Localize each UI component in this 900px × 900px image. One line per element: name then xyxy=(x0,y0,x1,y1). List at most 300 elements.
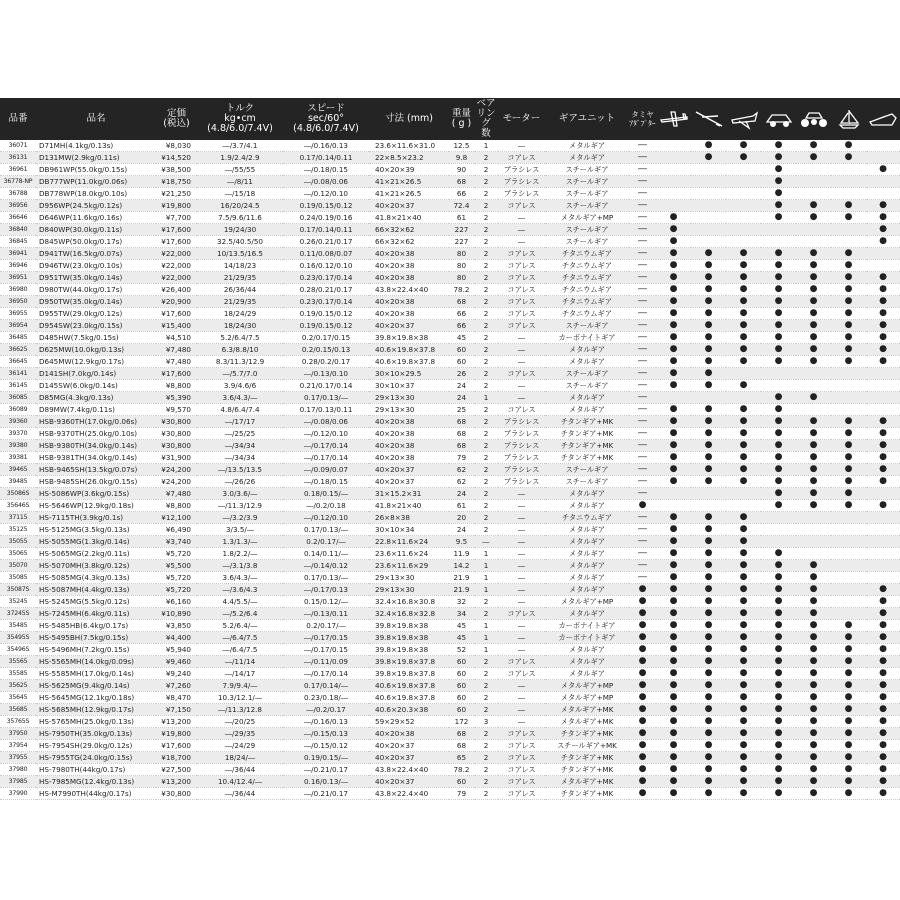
dims-cell: 40×20×38 xyxy=(369,440,449,452)
speed-cell: 0.17/0.14/0.11 xyxy=(283,224,369,236)
buggy-compat-cell: ● xyxy=(796,440,831,452)
sailboat-compat-cell xyxy=(831,584,866,596)
bearing-cell: 1 xyxy=(474,548,498,560)
table-row xyxy=(0,368,900,380)
name-cell: D951TW(35.0kg/0.14s) xyxy=(36,272,156,284)
buggy-compat-cell: ● xyxy=(796,572,831,584)
glider-compat-cell: ● xyxy=(691,296,726,308)
rc-car-compat-cell: ● xyxy=(761,452,796,464)
powerboat-compat-cell: ● xyxy=(866,500,900,512)
rc-car-compat-cell xyxy=(761,368,796,380)
sailboat-compat-cell: ● xyxy=(831,788,866,800)
buggy-compat-cell xyxy=(796,188,831,200)
powerboat-compat-cell xyxy=(866,260,900,272)
gear-cell: メタルギア xyxy=(545,152,629,164)
table-row xyxy=(0,224,900,236)
price-cell: ¥7,150 xyxy=(156,704,197,716)
motor-cell: コアレス xyxy=(498,656,545,668)
torque-cell: ―/24/29 xyxy=(197,740,283,752)
tamiya-adapter-cell: ● xyxy=(629,680,656,692)
rc-car-compat-cell xyxy=(761,380,796,392)
buggy-compat-cell: ● xyxy=(796,596,831,608)
airplane-compat-cell: ● xyxy=(656,320,691,332)
name-cell: D956WP(24.5kg/0.12s) xyxy=(36,200,156,212)
name-cell: D131MW(2.9kg/0.11s) xyxy=(36,152,156,164)
code-cell: 36951 xyxy=(0,272,36,284)
weight-cell: 62 xyxy=(449,476,474,488)
rc-car-compat-cell: ● xyxy=(761,272,796,284)
name-cell: D954SW(23.0kg/0.15s) xyxy=(36,320,156,332)
powerboat-compat-cell: ● xyxy=(866,320,900,332)
dims-cell: 40×20×37 xyxy=(369,752,449,764)
sailboat-compat-cell: ● xyxy=(831,644,866,656)
table-row xyxy=(0,512,900,524)
price-cell: ¥5,940 xyxy=(156,644,197,656)
rc-car-compat-cell: ● xyxy=(761,356,796,368)
glider-compat-cell: ● xyxy=(691,776,726,788)
torque-cell: ―/5.7/7.0 xyxy=(197,368,283,380)
tamiya-adapter-cell: ● xyxy=(629,668,656,680)
airplane-compat-cell: ● xyxy=(656,260,691,272)
torque-cell: ―/6.4/7.5 xyxy=(197,632,283,644)
code-cell: 36646 xyxy=(0,212,36,224)
torque-cell: 3/3.5/― xyxy=(197,524,283,536)
motor-cell: コアレス xyxy=(498,728,545,740)
tamiya-adapter-cell: ― xyxy=(629,272,656,284)
speed-cell: ―/0.21/0.17 xyxy=(283,788,369,800)
buggy-compat-cell: ● xyxy=(796,476,831,488)
tamiya-adapter-cell: ― xyxy=(629,536,656,548)
rc-car-compat-cell: ● xyxy=(761,164,796,176)
buggy-compat-cell: ● xyxy=(796,788,831,800)
weight-cell: 45 xyxy=(449,620,474,632)
weight-cell: 80 xyxy=(449,248,474,260)
gear-cell: チタンギア+MK xyxy=(545,764,629,776)
glider-compat-cell xyxy=(691,188,726,200)
powerboat-compat-cell xyxy=(866,536,900,548)
name-cell: HS-5495BH(7.5kg/0.15s) xyxy=(36,632,156,644)
sailboat-compat-cell: ● xyxy=(831,716,866,728)
airplane-compat-cell: ● xyxy=(656,380,691,392)
buggy-compat-cell: ● xyxy=(796,776,831,788)
table-row xyxy=(0,464,900,476)
gear-cell: メタルギア+MK xyxy=(545,716,629,728)
glider-compat-cell: ● xyxy=(691,644,726,656)
price-cell: ¥5,390 xyxy=(156,392,197,404)
code-cell: 36625 xyxy=(0,344,36,356)
table-row xyxy=(0,188,900,200)
code-cell: 39380 xyxy=(0,440,36,452)
price-cell: ¥17,600 xyxy=(156,740,197,752)
motor-cell: ブラシレス xyxy=(498,164,545,176)
buggy-compat-cell xyxy=(796,524,831,536)
powerboat-compat-cell: ● xyxy=(866,428,900,440)
motor-cell: ― xyxy=(498,488,545,500)
weight-cell: 79 xyxy=(449,452,474,464)
bearing-cell: 2 xyxy=(474,440,498,452)
price-cell: ¥7,480 xyxy=(156,488,197,500)
sailboat-compat-cell: ● xyxy=(831,776,866,788)
header-bearing: ベア リング 数 xyxy=(474,98,498,140)
code-cell: 35495S xyxy=(0,632,36,644)
header-torque: トルク kg•cm (4.8/6.0/7.4V) xyxy=(197,98,283,140)
dims-cell: 40.6×19.8×37.8 xyxy=(369,344,449,356)
gear-cell: メタルギア+MP xyxy=(545,212,629,224)
bearing-cell: 1 xyxy=(474,560,498,572)
powerboat-compat-cell: ● xyxy=(866,740,900,752)
bearing-cell: 2 xyxy=(474,524,498,536)
powerboat-compat-cell: ● xyxy=(866,788,900,800)
code-cell: 37985 xyxy=(0,776,36,788)
motor-cell: ― xyxy=(498,140,545,152)
airplane-compat-cell: ● xyxy=(656,476,691,488)
rc-car-compat-cell: ● xyxy=(761,416,796,428)
bearing-cell: 2 xyxy=(474,740,498,752)
rc-car-compat-cell: ● xyxy=(761,764,796,776)
table-row xyxy=(0,632,900,644)
jet-compat-cell xyxy=(726,500,761,512)
dims-cell: 23.6×11.6×29 xyxy=(369,560,449,572)
torque-cell: 10.3/12.1/― xyxy=(197,692,283,704)
price-cell: ¥30,800 xyxy=(156,440,197,452)
buggy-compat-cell: ● xyxy=(796,620,831,632)
motor-cell: ― xyxy=(498,584,545,596)
rc-car-compat-cell: ● xyxy=(761,572,796,584)
buggy-compat-cell: ● xyxy=(796,656,831,668)
torque-cell: 18/24/― xyxy=(197,752,283,764)
torque-cell: 4.8/6.4/7.4 xyxy=(197,404,283,416)
torque-cell: 1.8/2.2/― xyxy=(197,548,283,560)
speed-cell: 0.2/0.15/0.13 xyxy=(283,344,369,356)
glider-compat-cell: ● xyxy=(691,680,726,692)
dims-cell: 59×29×52 xyxy=(369,716,449,728)
powerboat-compat-cell: ● xyxy=(866,440,900,452)
weight-cell: 66 xyxy=(449,308,474,320)
motor-cell: ― xyxy=(498,692,545,704)
buggy-compat-cell xyxy=(796,224,831,236)
torque-cell: ―/55/55 xyxy=(197,164,283,176)
speed-cell: 0.17/0.13/0.11 xyxy=(283,404,369,416)
bearing-cell: 2 xyxy=(474,692,498,704)
table-row xyxy=(0,140,900,152)
jet-compat-cell xyxy=(726,212,761,224)
rc-car-compat-cell: ● xyxy=(761,212,796,224)
jet-compat-cell: ● xyxy=(726,248,761,260)
airplane-compat-cell: ● xyxy=(656,680,691,692)
tamiya-adapter-cell: ● xyxy=(629,644,656,656)
jet-compat-cell: ● xyxy=(726,428,761,440)
speed-cell: ―/0.08/0.06 xyxy=(283,416,369,428)
weight-cell: 24 xyxy=(449,380,474,392)
glider-compat-cell: ● xyxy=(691,380,726,392)
motor-cell: コアレス xyxy=(498,284,545,296)
code-cell: 39485 xyxy=(0,476,36,488)
weight-cell: 68 xyxy=(449,176,474,188)
torque-cell: 19/24/30 xyxy=(197,224,283,236)
weight-cell: 227 xyxy=(449,224,474,236)
tamiya-adapter-cell: ― xyxy=(629,188,656,200)
sailboat-compat-cell: ● xyxy=(831,740,866,752)
weight-cell: 25 xyxy=(449,404,474,416)
torque-cell: ―/36/44 xyxy=(197,788,283,800)
torque-cell: 18/24/30 xyxy=(197,320,283,332)
bearing-cell: 2 xyxy=(474,452,498,464)
airplane-compat-cell: ● xyxy=(656,296,691,308)
table-row xyxy=(0,548,900,560)
code-cell: 35685 xyxy=(0,704,36,716)
buggy-compat-cell: ● xyxy=(796,728,831,740)
gear-cell: チタニウムギア xyxy=(545,272,629,284)
glider-compat-cell: ● xyxy=(691,548,726,560)
airplane-compat-cell: ● xyxy=(656,272,691,284)
name-cell: HSB-9465SH(13.5kg/0.07s) xyxy=(36,464,156,476)
dims-cell: 29×13×30 xyxy=(369,572,449,584)
table-row xyxy=(0,668,900,680)
airplane-compat-cell: ● xyxy=(656,560,691,572)
tamiya-adapter-cell: ● xyxy=(629,596,656,608)
buggy-compat-cell: ● xyxy=(796,464,831,476)
jet-compat-cell: ● xyxy=(726,524,761,536)
airplane-compat-cell: ● xyxy=(656,284,691,296)
airplane-compat-cell: ● xyxy=(656,608,691,620)
sailboat-compat-cell: ● xyxy=(831,272,866,284)
tamiya-adapter-cell: ― xyxy=(629,200,656,212)
airplane-compat-cell: ● xyxy=(656,572,691,584)
jet-compat-cell: ● xyxy=(726,608,761,620)
sailboat-compat-cell: ● xyxy=(831,440,866,452)
airplane-compat-cell: ● xyxy=(656,236,691,248)
powerboat-compat-cell xyxy=(866,404,900,416)
buggy-compat-cell: ● xyxy=(796,200,831,212)
airplane-compat-cell: ● xyxy=(656,308,691,320)
airplane-compat-cell: ● xyxy=(656,368,691,380)
sailboat-compat-cell xyxy=(831,368,866,380)
code-cell: 35496S xyxy=(0,644,36,656)
torque-cell: ―/11.3/12.8 xyxy=(197,704,283,716)
motor-cell: ― xyxy=(498,524,545,536)
name-cell: D145SW(6.0kg/0.14s) xyxy=(36,380,156,392)
price-cell: ¥7,260 xyxy=(156,680,197,692)
tamiya-adapter-cell: ― xyxy=(629,476,656,488)
jet-compat-cell: ● xyxy=(726,380,761,392)
sailboat-compat-cell xyxy=(831,176,866,188)
price-cell: ¥26,400 xyxy=(156,284,197,296)
name-cell: HS-7955TG(24.0kg/0.15s) xyxy=(36,752,156,764)
weight-cell: 45 xyxy=(449,632,474,644)
weight-cell: 68 xyxy=(449,440,474,452)
torque-cell: ―/26/26 xyxy=(197,476,283,488)
dims-cell: 39.8×19.8×37.8 xyxy=(369,668,449,680)
speed-cell: ―/0.11/0.09 xyxy=(283,656,369,668)
jet-compat-cell: ● xyxy=(726,788,761,800)
sailboat-compat-cell: ● xyxy=(831,320,866,332)
code-cell: 35087S xyxy=(0,584,36,596)
tamiya-adapter-cell: ● xyxy=(629,788,656,800)
rc-car-compat-cell: ● xyxy=(761,620,796,632)
dims-cell: 26×8×38 xyxy=(369,512,449,524)
speed-cell: 0.19/0.15/― xyxy=(283,752,369,764)
gear-cell: スチールギア xyxy=(545,200,629,212)
gear-cell: チタンギア+MK xyxy=(545,416,629,428)
powerboat-compat-cell: ● xyxy=(866,464,900,476)
code-cell: 36085 xyxy=(0,392,36,404)
price-cell: ¥17,600 xyxy=(156,236,197,248)
code-cell: 37245S xyxy=(0,608,36,620)
weight-cell: 45 xyxy=(449,332,474,344)
powerboat-compat-cell: ● xyxy=(866,632,900,644)
powerboat-compat-cell: ● xyxy=(866,644,900,656)
airplane-compat-cell: ● xyxy=(656,512,691,524)
servo-spec-table xyxy=(0,98,900,800)
powerboat-compat-cell: ● xyxy=(866,752,900,764)
table-row xyxy=(0,584,900,596)
gear-cell: スチールギア xyxy=(545,464,629,476)
bearing-cell: 2 xyxy=(474,596,498,608)
bearing-cell: 2 xyxy=(474,680,498,692)
name-cell: HS-5646WP(12.9kg/0.18s) xyxy=(36,500,156,512)
glider-compat-cell: ● xyxy=(691,596,726,608)
motor-cell: コアレス xyxy=(498,740,545,752)
weight-cell: 11.9 xyxy=(449,548,474,560)
speed-cell: 0.21/0.17/0.14 xyxy=(283,380,369,392)
bearing-cell: 2 xyxy=(474,704,498,716)
dims-cell: 66×32×62 xyxy=(369,236,449,248)
gear-cell: チタンギア+MK xyxy=(545,452,629,464)
price-cell: ¥12,100 xyxy=(156,512,197,524)
bearing-cell: 1 xyxy=(474,620,498,632)
airplane-compat-cell: ● xyxy=(656,416,691,428)
speed-cell: 0.23/0.17/0.14 xyxy=(283,272,369,284)
airplane-compat-cell xyxy=(656,152,691,164)
glider-compat-cell: ● xyxy=(691,536,726,548)
motor-cell: コアレス xyxy=(498,200,545,212)
sailboat-compat-cell xyxy=(831,164,866,176)
header-code: 品番 xyxy=(0,98,36,140)
jet-compat-cell: ● xyxy=(726,704,761,716)
name-cell: D485HW(7.5kg/0.15s) xyxy=(36,332,156,344)
airplane-compat-cell: ● xyxy=(656,596,691,608)
bearing-cell: 2 xyxy=(474,428,498,440)
name-cell: D89MW(7.4kg/0.11s) xyxy=(36,404,156,416)
code-cell: 36950 xyxy=(0,296,36,308)
code-cell: 35765S xyxy=(0,716,36,728)
jet-compat-cell: ● xyxy=(726,320,761,332)
weight-cell: 21.9 xyxy=(449,584,474,596)
powerboat-compat-cell xyxy=(866,188,900,200)
rc-car-icon xyxy=(761,98,796,140)
tamiya-adapter-cell: ● xyxy=(629,728,656,740)
dims-cell: 40×20×37 xyxy=(369,320,449,332)
glider-compat-cell: ● xyxy=(691,476,726,488)
bearing-cell: 2 xyxy=(474,332,498,344)
speed-cell: ―/0.2/0.18 xyxy=(283,500,369,512)
gear-cell: チタニウムギア xyxy=(545,512,629,524)
jet-compat-cell: ● xyxy=(726,512,761,524)
rc-car-compat-cell: ● xyxy=(761,308,796,320)
gear-cell: チタニウムギア xyxy=(545,308,629,320)
gear-cell: スチールギア xyxy=(545,224,629,236)
bearing-cell: 2 xyxy=(474,308,498,320)
motor-cell: コアレス xyxy=(498,788,545,800)
weight-cell: 66 xyxy=(449,188,474,200)
bearing-cell: 1 xyxy=(474,632,498,644)
motor-cell: ― xyxy=(498,560,545,572)
speed-cell: 0.19/0.15/0.12 xyxy=(283,320,369,332)
code-cell: 39465 xyxy=(0,464,36,476)
motor-cell: コアレス xyxy=(498,764,545,776)
torque-cell: ―/3.1/3.8 xyxy=(197,560,283,572)
weight-cell: 78.2 xyxy=(449,764,474,776)
sailboat-compat-cell: ● xyxy=(831,704,866,716)
table-row xyxy=(0,608,900,620)
jet-compat-cell: ● xyxy=(726,692,761,704)
gear-cell: チタンギア+MK xyxy=(545,440,629,452)
rc-car-compat-cell xyxy=(761,524,796,536)
buggy-compat-cell: ● xyxy=(796,416,831,428)
gear-cell: メタルギア xyxy=(545,656,629,668)
price-cell: ¥6,490 xyxy=(156,524,197,536)
speed-cell: 0.2/0.17/― xyxy=(283,620,369,632)
dims-cell: 40.6×20.3×38 xyxy=(369,704,449,716)
name-cell: DB777WP(11.0kg/0.06s) xyxy=(36,176,156,188)
gear-cell: チタンギア+MK xyxy=(545,788,629,800)
airplane-compat-cell: ● xyxy=(656,704,691,716)
speed-cell: ―/0.17/0.13 xyxy=(283,584,369,596)
torque-cell: 5.2/6.4/7.5 xyxy=(197,332,283,344)
name-cell: HS-5085MG(4.3kg/0.13s) xyxy=(36,572,156,584)
sailboat-compat-cell xyxy=(831,224,866,236)
dims-cell: 41.8×21×40 xyxy=(369,212,449,224)
gear-cell: チタニウムギア xyxy=(545,260,629,272)
speed-cell: 0.16/0.12/0.10 xyxy=(283,260,369,272)
glider-compat-cell: ● xyxy=(691,656,726,668)
weight-cell: 80 xyxy=(449,272,474,284)
tamiya-adapter-cell: ● xyxy=(629,500,656,512)
price-cell: ¥13,200 xyxy=(156,776,197,788)
table-row xyxy=(0,284,900,296)
code-cell: 36840 xyxy=(0,224,36,236)
bearing-cell: 1 xyxy=(474,392,498,404)
tamiya-adapter-cell: ― xyxy=(629,224,656,236)
jet-compat-cell: ● xyxy=(726,716,761,728)
table-row xyxy=(0,392,900,404)
price-cell: ¥4,400 xyxy=(156,632,197,644)
glider-compat-cell: ● xyxy=(691,404,726,416)
powerboat-compat-cell: ● xyxy=(866,212,900,224)
motor-cell: コアレス xyxy=(498,308,545,320)
weight-cell: 60 xyxy=(449,704,474,716)
jet-compat-cell: ● xyxy=(726,644,761,656)
price-cell: ¥7,700 xyxy=(156,212,197,224)
code-cell: 35645 xyxy=(0,692,36,704)
code-cell: 37980 xyxy=(0,764,36,776)
motor-cell: ― xyxy=(498,224,545,236)
motor-cell: ― xyxy=(498,344,545,356)
table-row xyxy=(0,308,900,320)
glider-compat-cell: ● xyxy=(691,692,726,704)
bearing-cell: 2 xyxy=(474,476,498,488)
airplane-compat-cell: ● xyxy=(656,332,691,344)
speed-cell: 0.17/0.14/― xyxy=(283,680,369,692)
sailboat-compat-cell: ● xyxy=(831,296,866,308)
powerboat-compat-cell: ● xyxy=(866,764,900,776)
price-cell: ¥13,200 xyxy=(156,716,197,728)
motor-cell: コアレス xyxy=(498,296,545,308)
price-cell: ¥3,740 xyxy=(156,536,197,548)
name-cell: D71MH(4.1kg/0.13s) xyxy=(36,140,156,152)
tamiya-adapter-cell: ― xyxy=(629,320,656,332)
dims-cell: 40×20×37 xyxy=(369,776,449,788)
